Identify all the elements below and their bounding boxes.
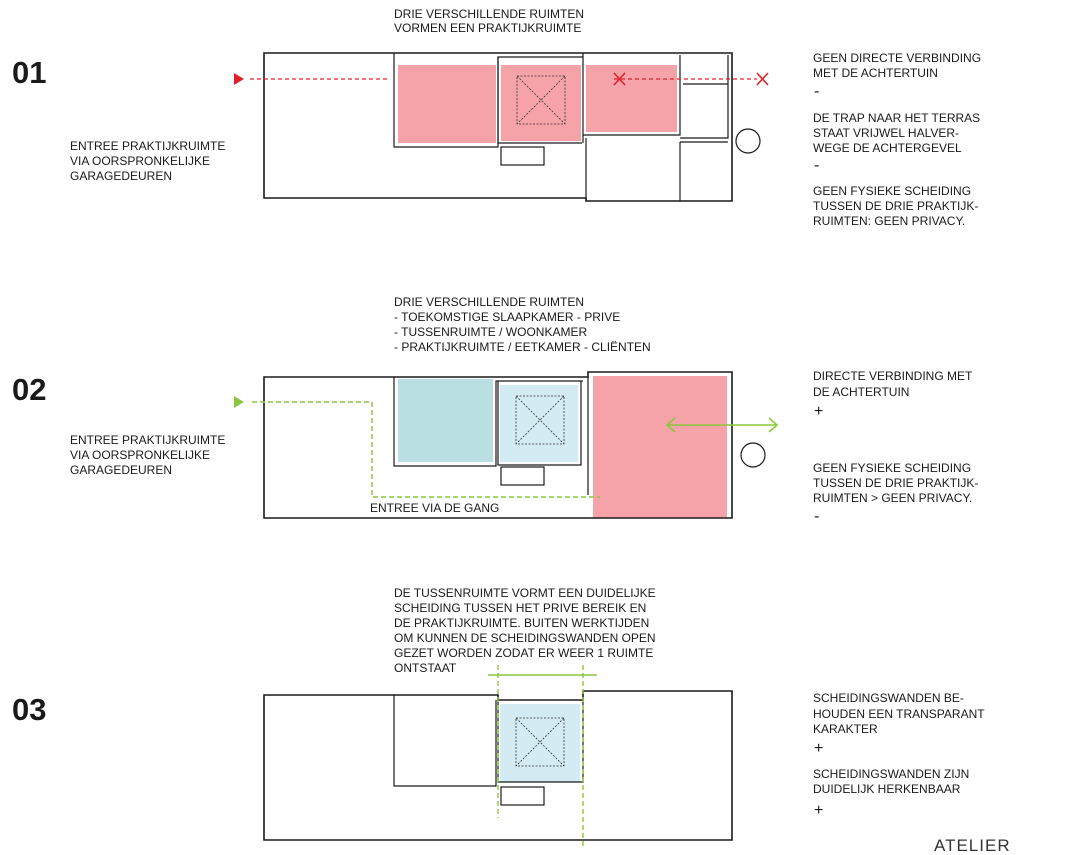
note-line: DIRECTE VERBINDING MET	[813, 369, 973, 383]
corridor-label: ENTREE VIA DE GANG	[370, 501, 500, 515]
note-line: TUSSEN DE DRIE PRAKTIJK-	[813, 199, 979, 213]
left-text-line: VIA OORSPRONKELIJKE	[70, 448, 211, 462]
left-text-line: ENTREE PRAKTIJKRUIMTE	[70, 433, 226, 447]
note-line: SCHEIDINGSWANDEN ZIJN	[813, 767, 970, 781]
section-number-01: 01	[12, 55, 47, 90]
note-line: DE ACHTERTUIN	[813, 385, 910, 399]
top-text-line: OM KUNNEN DE SCHEIDINGSWANDEN OPEN	[394, 631, 656, 645]
top-text-line: DE PRAKTIJKRUIMTE. BUITEN WERKTIJDEN	[394, 616, 650, 630]
top-text-line: - PRAKTIJKRUIMTE / EETKAMER - CLIËNTEN	[394, 340, 651, 354]
top-text-line: DRIE VERSCHILLENDE RUIMTEN	[394, 295, 585, 309]
note-line: SCHEIDINGSWANDEN BE-	[813, 691, 964, 705]
pink-zone	[586, 65, 677, 132]
pink-zone	[398, 65, 496, 143]
note-line: MET DE ACHTERTUIN	[813, 66, 938, 80]
plan-01	[234, 53, 768, 201]
top-text-line: SCHEIDING TUSSEN HET PRIVE BEREIK EN	[394, 601, 647, 615]
note-line: DUIDELIJK HERKENBAAR	[813, 782, 961, 796]
tree-symbol	[741, 443, 765, 467]
top-text-line: DRIE VERSCHILLENDE RUIMTEN	[394, 7, 585, 21]
note-line: TUSSEN DE DRIE PRAKTIJK-	[813, 476, 979, 490]
note-line: WEGE DE ACHTERGEVEL	[813, 141, 962, 155]
top-text-line: DE TUSSENRUIMTE VORMT EEN DUIDELIJKE	[394, 586, 656, 600]
entrance-arrow	[234, 73, 244, 85]
section-number-03: 03	[12, 692, 47, 727]
plan-02	[234, 372, 777, 518]
note-line: DE TRAP NAAR HET TERRAS	[813, 111, 981, 125]
no-access-cross-icon	[757, 73, 768, 85]
left-text-line: VIA OORSPRONKELIJKE	[70, 154, 211, 168]
note-line: RUIMTEN > GEEN PRIVACY.	[813, 491, 973, 505]
pink-zone	[593, 376, 727, 518]
minus-sign: -	[814, 157, 820, 174]
left-text-line: GARAGEDEUREN	[70, 169, 173, 183]
minus-sign: -	[814, 83, 820, 100]
note-line: STAAT VRIJWEL HALVER-	[813, 126, 960, 140]
plan-03	[264, 665, 732, 846]
plus-sign: +	[814, 802, 824, 819]
note-line: GEEN FYSIEKE SCHEIDING	[813, 461, 972, 475]
note-line: GEEN DIRECTE VERBINDING	[813, 51, 982, 65]
note-line: GEEN FYSIEKE SCHEIDING	[813, 184, 972, 198]
top-text-line: ONTSTAAT	[394, 661, 457, 675]
watermark: ATELIER	[934, 836, 1011, 855]
top-text-line: VORMEN EEN PRAKTIJKRUIMTE	[394, 21, 582, 35]
note-line: KARAKTER	[813, 722, 878, 736]
note-line: HOUDEN EEN TRANSPARANT	[813, 707, 985, 721]
plus-sign: +	[814, 740, 824, 757]
minus-sign: -	[814, 508, 820, 525]
entrance-arrow	[234, 396, 244, 408]
top-text-line: - TOEKOMSTIGE SLAAPKAMER - PRIVE	[394, 310, 621, 324]
section-number-02: 02	[12, 372, 47, 407]
top-text-line: - TUSSENRUIMTE / WOONKAMER	[394, 325, 588, 339]
plus-sign: +	[814, 403, 824, 420]
left-text-line: GARAGEDEUREN	[70, 463, 173, 477]
pink-zone	[501, 65, 581, 141]
note-line: RUIMTEN: GEEN PRIVACY.	[813, 214, 966, 228]
lightblue-zone	[500, 704, 580, 782]
lightblue-zone	[500, 385, 578, 462]
top-text-line: GEZET WORDEN ZODAT ER WEER 1 RUIMTE	[394, 646, 654, 660]
tree-symbol	[736, 129, 760, 153]
blue-zone	[398, 379, 493, 462]
left-text-line: ENTREE PRAKTIJKRUIMTE	[70, 139, 226, 153]
